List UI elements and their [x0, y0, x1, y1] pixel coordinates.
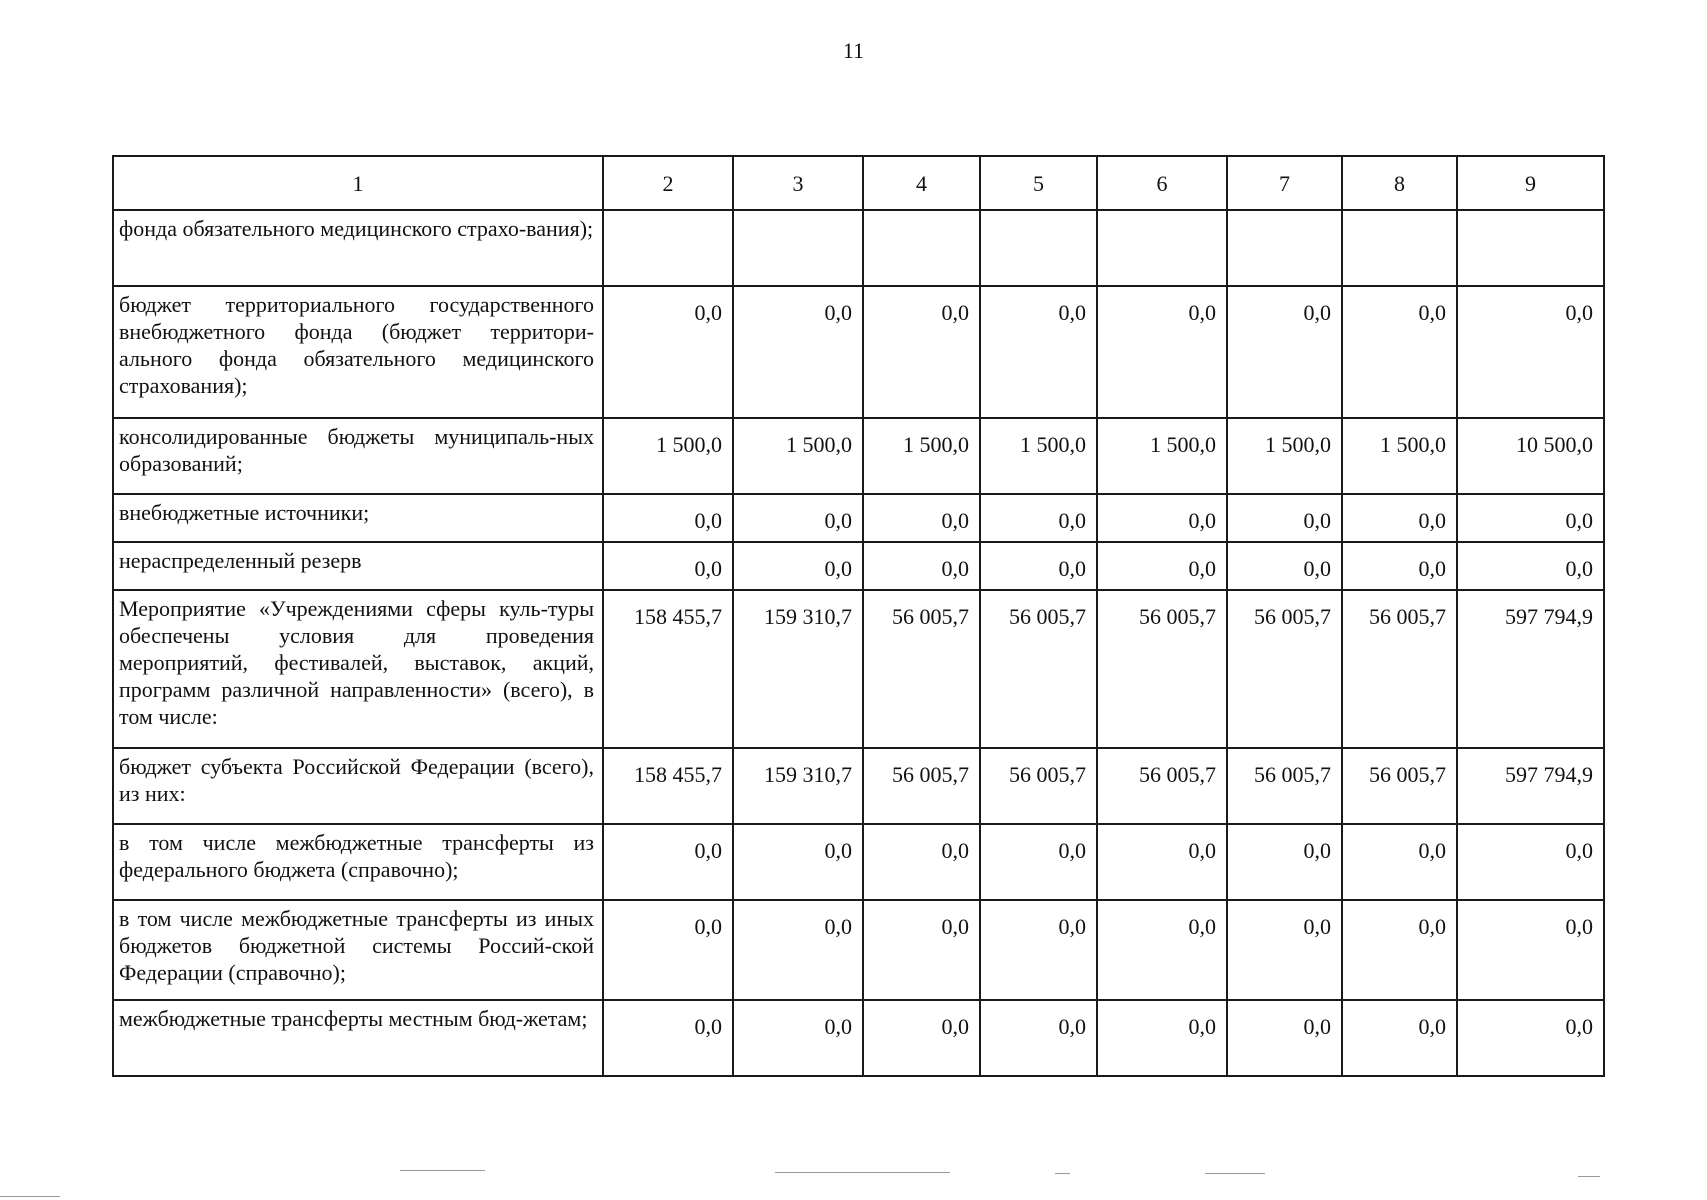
value-cell: 158 455,7 [603, 590, 733, 748]
value-cell: 0,0 [1097, 1000, 1227, 1076]
value-cell: 1 500,0 [1097, 418, 1227, 494]
value-cell: 1 500,0 [1342, 418, 1457, 494]
scan-line [1578, 1176, 1600, 1177]
value-cell: 0,0 [603, 542, 733, 590]
value-cell: 56 005,7 [1227, 748, 1342, 824]
value-cell [863, 210, 980, 286]
value-cell: 597 794,9 [1457, 748, 1604, 824]
value-cell [1342, 210, 1457, 286]
value-cell [1227, 210, 1342, 286]
value-cell: 0,0 [1342, 824, 1457, 900]
column-header: 7 [1227, 156, 1342, 210]
value-cell: 0,0 [733, 900, 863, 1000]
value-cell: 0,0 [863, 286, 980, 418]
value-cell: 0,0 [733, 286, 863, 418]
value-cell: 56 005,7 [980, 590, 1097, 748]
value-cell: 0,0 [603, 494, 733, 542]
column-header: 8 [1342, 156, 1457, 210]
table-row [113, 900, 1604, 1000]
value-cell: 0,0 [1342, 900, 1457, 1000]
value-cell: 56 005,7 [863, 590, 980, 748]
value-cell: 56 005,7 [1097, 590, 1227, 748]
table-row [113, 418, 1604, 494]
table-row [113, 494, 1604, 542]
value-cell: 0,0 [1227, 900, 1342, 1000]
value-cell: 0,0 [1457, 494, 1604, 542]
scan-line [1205, 1173, 1265, 1174]
row-label: бюджет территориального государственного внебюджетного фонда (бюджет территори-ального фонда обязательного медицинского страхования); [113, 286, 603, 418]
row-label: консолидированные бюджеты муниципаль-ных образований; [113, 418, 603, 494]
value-cell: 0,0 [980, 900, 1097, 1000]
value-cell: 0,0 [1227, 542, 1342, 590]
value-cell: 0,0 [1342, 542, 1457, 590]
value-cell: 0,0 [1097, 286, 1227, 418]
value-cell: 0,0 [1457, 542, 1604, 590]
table-row [113, 286, 1604, 418]
value-cell: 0,0 [603, 900, 733, 1000]
value-cell: 0,0 [980, 824, 1097, 900]
table-row [113, 748, 1604, 824]
value-cell: 0,0 [733, 1000, 863, 1076]
value-cell: 56 005,7 [863, 748, 980, 824]
value-cell: 0,0 [1227, 286, 1342, 418]
value-cell: 159 310,7 [733, 748, 863, 824]
table-row [113, 210, 1604, 286]
value-cell: 1 500,0 [980, 418, 1097, 494]
value-cell: 0,0 [980, 542, 1097, 590]
page-number: 11 [842, 38, 865, 63]
value-cell: 0,0 [733, 824, 863, 900]
scan-line [400, 1170, 485, 1171]
value-cell: 0,0 [1342, 1000, 1457, 1076]
value-cell: 0,0 [1097, 542, 1227, 590]
table-body [113, 210, 1604, 1076]
value-cell: 1 500,0 [863, 418, 980, 494]
value-cell: 0,0 [980, 494, 1097, 542]
value-cell: 0,0 [733, 542, 863, 590]
value-cell: 159 310,7 [733, 590, 863, 748]
row-label: бюджет субъекта Российской Федерации (всего), из них: [113, 748, 603, 824]
column-header: 2 [603, 156, 733, 210]
value-cell: 0,0 [1227, 824, 1342, 900]
value-cell: 0,0 [863, 494, 980, 542]
value-cell [1097, 210, 1227, 286]
value-cell: 597 794,9 [1457, 590, 1604, 748]
column-header: 4 [863, 156, 980, 210]
value-cell: 0,0 [1457, 286, 1604, 418]
column-header: 3 [733, 156, 863, 210]
value-cell: 0,0 [603, 286, 733, 418]
value-cell: 56 005,7 [1342, 748, 1457, 824]
row-label: нераспределенный резерв [113, 542, 603, 590]
value-cell [980, 210, 1097, 286]
value-cell: 0,0 [1097, 824, 1227, 900]
table-row [113, 824, 1604, 900]
value-cell: 1 500,0 [733, 418, 863, 494]
column-header: 5 [980, 156, 1097, 210]
value-cell: 0,0 [980, 1000, 1097, 1076]
value-cell: 0,0 [863, 1000, 980, 1076]
value-cell: 0,0 [1342, 494, 1457, 542]
column-header: 1 [113, 156, 603, 210]
value-cell: 56 005,7 [980, 748, 1097, 824]
value-cell: 0,0 [1097, 900, 1227, 1000]
column-header: 9 [1457, 156, 1604, 210]
row-label: в том числе межбюджетные трансферты из иных бюджетов бюджетной системы Россий-ской Федерации (справочно); [113, 900, 603, 1000]
value-cell: 0,0 [1227, 1000, 1342, 1076]
row-label: в том числе межбюджетные трансферты из федерального бюджета (справочно); [113, 824, 603, 900]
budget-table [112, 155, 1605, 1077]
row-label: внебюджетные источники; [113, 494, 603, 542]
value-cell: 56 005,7 [1342, 590, 1457, 748]
value-cell [733, 210, 863, 286]
scan-line [0, 1196, 60, 1197]
value-cell: 0,0 [1342, 286, 1457, 418]
table-row [113, 542, 1604, 590]
column-header: 6 [1097, 156, 1227, 210]
value-cell: 56 005,7 [1227, 590, 1342, 748]
value-cell: 0,0 [603, 824, 733, 900]
value-cell: 1 500,0 [1227, 418, 1342, 494]
row-label: фонда обязательного медицинского страхо-вания); [113, 210, 603, 286]
value-cell: 0,0 [1457, 824, 1604, 900]
value-cell: 0,0 [733, 494, 863, 542]
table-row [113, 590, 1604, 748]
column-number-row [113, 156, 1604, 210]
scan-line [1055, 1173, 1070, 1174]
value-cell: 0,0 [863, 824, 980, 900]
value-cell: 0,0 [1457, 1000, 1604, 1076]
value-cell: 0,0 [1097, 494, 1227, 542]
value-cell: 1 500,0 [603, 418, 733, 494]
value-cell: 56 005,7 [1097, 748, 1227, 824]
scan-artifacts [0, 1160, 1707, 1200]
value-cell: 10 500,0 [1457, 418, 1604, 494]
table-row [113, 1000, 1604, 1076]
value-cell [1457, 210, 1604, 286]
value-cell: 0,0 [1227, 494, 1342, 542]
value-cell: 0,0 [1457, 900, 1604, 1000]
value-cell: 0,0 [603, 1000, 733, 1076]
row-label: Мероприятие «Учреждениями сферы куль-туры обеспечены условия для проведения мероприятий, фестивалей, выставок, акций, программ различной направленности» (всего), в том числе: [113, 590, 603, 748]
value-cell: 158 455,7 [603, 748, 733, 824]
scan-line [775, 1172, 950, 1173]
value-cell: 0,0 [980, 286, 1097, 418]
row-label: межбюджетные трансферты местным бюд-жетам; [113, 1000, 603, 1076]
value-cell: 0,0 [863, 542, 980, 590]
value-cell [603, 210, 733, 286]
value-cell: 0,0 [863, 900, 980, 1000]
